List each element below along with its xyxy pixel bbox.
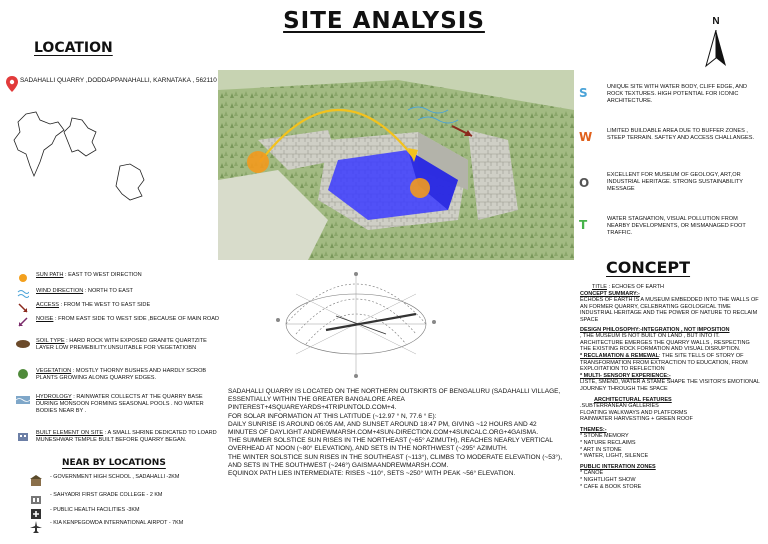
north-arrow-icon	[704, 30, 728, 68]
themes-label: THEMES:-	[580, 426, 607, 433]
near-by-text: - PUBLIC HEALTH FACILITIES -3KM	[50, 507, 140, 513]
hydrology-icon	[16, 394, 30, 406]
theme-item: * STONE MEMORY	[580, 433, 629, 440]
zone-item: * NIGHTLIGHT SHOW	[580, 477, 636, 484]
north-label: N	[712, 16, 720, 27]
near-by-item	[30, 474, 200, 486]
page-title: SITE ANALYSIS	[283, 8, 485, 34]
near-by-text: - KIA KENPEGOWDA INTERNATIONAL AIRPOT - 7KM	[50, 520, 184, 526]
solar-paragraph: THE SUMMER SOLSTICE SUN RISES IN THE NORTHEAST (~65° AZIMUTH), REACHES NEARLY VERTICAL OVERHEAD AT NOON (~80° ELEVATION), AND SETS IN THE NORTHWEST (~295° AZIMUTH.	[228, 437, 553, 453]
sun-path-diagram	[266, 264, 446, 384]
site-3d-view	[218, 70, 574, 260]
swot-letter: T	[579, 218, 588, 232]
zone-item: * CAFE & BOOK STORE	[580, 483, 642, 490]
feature-item: FLOATING WALKWAYS AND PLATFORMS	[580, 409, 688, 416]
legend-text: : NORTH TO EAST	[84, 288, 133, 294]
legend-sun-path	[16, 272, 224, 284]
swot-letter: O	[579, 176, 590, 190]
legend-label: BUILT ELEMENT ON SITE	[36, 430, 104, 436]
theme-item: * ART IN STONE	[580, 446, 622, 453]
solar-description	[228, 388, 562, 478]
legend-label: NOISE	[36, 316, 54, 322]
karnataka-outline-map	[62, 116, 100, 158]
theme-item: * WATER, LIGHT, SILENCE	[580, 453, 649, 460]
feature-item: .SUBTERRANEAN GALLERIES	[580, 403, 659, 410]
legend-text: : A SMALL SHRINE DEDICATED TO LOARD MUNESHWAR TEMPLE BUILT BEFORE QUARRY BEGAN.	[36, 430, 217, 443]
wind-icon	[16, 288, 30, 300]
feature-item: RAINWATER HARVESTING + GREEN ROOF	[580, 416, 693, 423]
legend-label: SUN PATH	[36, 272, 64, 278]
noise-arrow-icon	[16, 316, 30, 328]
location-heading: LOCATION	[34, 40, 113, 56]
design-philosophy-text: , THE MUSEUM IS NOT BUILT ON LAND , BUT INTO IT. ARCHITECTURE EMERGES THE QUARRY WALLS , RESPECTING THE EXISTING ROCK FORMATION AND VISUAL DISRUPTION.	[580, 333, 750, 353]
sun-icon	[16, 272, 30, 284]
concept-content	[580, 284, 762, 490]
legend-vegetation	[16, 368, 224, 382]
solar-paragraph: DAILY SUNRISE IS AROUND 06:05 AM, AND SUNSET AROUND 18:47 PM, GIVING ~12 HOURS AND 42 MINUTES OF DAYLIGHT ANDREWMARSH.COM+4SUN-DIRECTION.COM+4SUNCALC.ORG+4GAISMA.	[228, 420, 539, 437]
solar-paragraph: FOR SOLAR INFORMATION AT THIS LATITUDE (~12.97 ° N, 77.6 ° E):	[228, 412, 437, 420]
school-icon	[30, 474, 44, 486]
swot-letter: W	[579, 130, 593, 144]
access-arrow-icon	[16, 302, 30, 314]
legend-soil-type	[16, 338, 224, 352]
concept-title-label: TITLE	[592, 284, 607, 290]
legend-noise	[16, 316, 224, 328]
location-pin-icon	[6, 76, 18, 92]
legend-text: : RAINWATER COLLECTS AT THE QUARRY BASE DURING MONSOON FORMING SEASONAL POOLS . NO WATER BODIES NEAR BY .	[36, 394, 204, 414]
near-by-item	[30, 492, 200, 504]
vegetation-icon	[16, 368, 30, 380]
near-by-text: - GOVERNMENT HIGH SCHOOL , SADAHALLI -2KM	[50, 474, 180, 480]
reclamation-text: : THE SITE TELLS OF STORY OF TRANSFORMATION FROM EXTRACTION TO EDUCATION, FROM EXPLOITATION TO REFLECTION	[580, 352, 748, 373]
legend-wind-direction	[16, 288, 224, 300]
architectural-features-label: ARCHITECTURAL FEATURES	[594, 396, 672, 403]
swot-letter: S	[579, 86, 588, 100]
airport-icon	[30, 520, 44, 532]
legend-label: ACCESS	[36, 302, 60, 308]
concept-summary-text: ECHOES OF EARTH IS A MUSEUM EMBEDDED INTO THE WALLS OF AN FORMER QUARRY, CELEBRATING GEOLOGICAL TIME INDUSTRIAL HERITAGE AND THE POWER OF NATURE TO RECLAIM SPACE	[580, 297, 759, 323]
swot-text: EXCELLENT FOR MUSEUM OF GEOLOGY, ART,OR INDUSTRIAL HERITAGE. STRONG SUSTAINABILITY MESSAGE	[607, 172, 743, 192]
near-by-item	[30, 507, 200, 519]
legend-built-element	[16, 430, 224, 444]
near-by-text: - SAHYADRI FIRST GRADE COLLEGE - 2 KM	[50, 492, 163, 498]
concept-title-value: : ECHOES OF EARTH	[608, 284, 665, 290]
legend-label: VEGETATION	[36, 368, 72, 374]
zone-item: * CANOE	[580, 470, 604, 477]
near-by-item	[30, 520, 200, 532]
legend-label: HYDROLOGY	[36, 394, 72, 400]
concept-summary-label: CONCEPT SUMMARY:-	[580, 290, 640, 297]
sensory-label: * MULTI- SENSORY EXPERIENCE:-	[580, 372, 671, 379]
interaction-zones-label: PUBLIC INTERATION ZONES	[580, 463, 656, 470]
legend-text: : FROM EAST SIDE TO WEST SIDE ,BECAUSE OF MAIN ROAD	[54, 316, 219, 322]
sensory-text: LISTE, SMEND, WATER A STAME SHAPE THE VISITOR'S EMOTIONAL JOURNEY THROUGH THE SPACE	[580, 379, 760, 392]
college-icon	[30, 492, 44, 504]
reclamation-label: * RECLAMATION & REMEWAL	[580, 352, 660, 359]
legend-label: SOIL TYPE	[36, 338, 65, 344]
legend-text: : MOSTLY THORNY BUSHES AND HARDLY SCROB PLANTS GROWING ALONG QUARRY EDGES.	[36, 368, 207, 381]
theme-item: * NATURE RECLAIMS	[580, 440, 636, 447]
solar-paragraph: EQUINOX PATH LIES INTERMEDIATE: RISES ~110°, SETS ~250° WITH PEAK ~56° ELEVATION.	[228, 470, 516, 478]
swot-text: LIMITED BUILDABLE AREA DUE TO BUFFER ZONES , STEEP TERRAIN. SAFTEY AND ACCESS CHALLANGES.	[607, 128, 755, 141]
legend-label: WIND DIRECTION	[36, 288, 84, 294]
concept-heading: CONCEPT	[606, 258, 691, 277]
swot-text: UNIQUE SITE WITH WATER BODY, CLIFF EDGE, AND ROCK TEXTURES. HIGH POTENTIAL FOR ICONIC ARCHITECTURE.	[607, 84, 748, 104]
building-icon	[16, 430, 30, 442]
hospital-icon	[30, 507, 44, 519]
legend-access	[16, 302, 224, 314]
solar-paragraph: THE WINTER SOLSTICE SUN RISES IN THE SOUTHEAST (~113°), CLIMBS TO MODERATE ELEVATION (~53°), AND SETS IN THE SOUTHWEST (~246°) GAISMAANDREWMARSH.COM.	[228, 453, 562, 469]
legend-text: : EAST TO WEST DIRECTION	[65, 272, 142, 278]
design-philosophy-label: DESIGN PHILOSOPHY:-INTEGRATION , NOT IMPOSITION	[580, 326, 730, 333]
soil-icon	[16, 338, 30, 350]
bengaluru-outline-map	[112, 162, 146, 202]
legend-hydrology	[16, 394, 224, 415]
near-by-heading: NEAR BY LOCATIONS	[62, 458, 166, 468]
swot-text: WATER STAGNATION, VISUAL POLLUTION FROM NEARBY DEVELOPMENTS, OR MISMANAGED FOOT TRAFFIC.	[607, 216, 746, 236]
legend-text: : HARD ROCK WITH EXPOSED GRANITE QUARTZITE LAYER LOW PREMEBILITY.UNSUITABLE FOR VEGETATIOBN	[36, 338, 207, 351]
legend-text: : FROM THE WEST TO EAST SIDE	[60, 302, 151, 308]
india-outline-map	[6, 110, 66, 180]
solar-paragraph: SADAHALLI QUARRY IS LOCATED ON THE NORTHERN OUTSKIRTS OF BENGALURU (SADAHALLI VILLAGE, ESSENTIALLY WITHIN THE GREATER BANGALORE AREA PINTEREST+4SQUAREYARDS+4TRIPUNTOLD.COM+4.	[228, 388, 561, 412]
location-address: SADAHALLI QUARRY ,DODDAPPANAHALLI, KARNATAKA , 562110	[20, 77, 217, 84]
